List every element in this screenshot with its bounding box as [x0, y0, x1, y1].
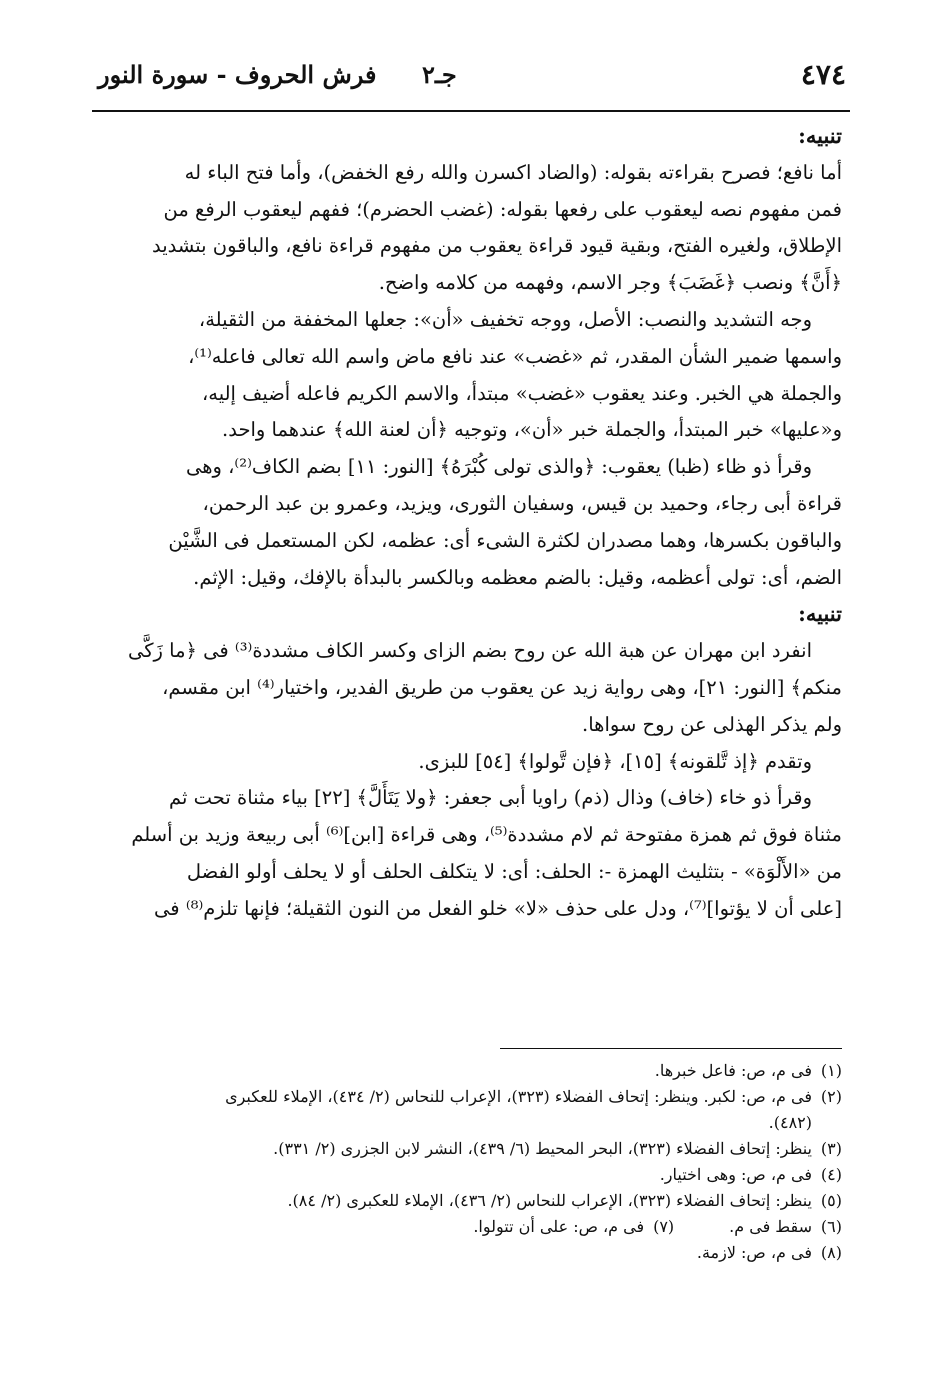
footnote: [92, 1136, 842, 1162]
footnote-number: (٦): [820, 1217, 842, 1236]
text-line: واسمها ضمير الشأن المقدر، ثم «غضب» عند نافع ماض واسم الله تعالى فاعله⁽¹⁾،: [188, 344, 842, 368]
section-heading: تنبيه:: [798, 123, 842, 148]
page-header: [92, 52, 850, 108]
text-line: والجملة هي الخبر. وعند يعقوب «غضب» مبتدأ، والاسم الكريم فاعله أضيف إليه،: [201, 381, 842, 405]
text-line: فمن مفهوم نصه ليعقوب على رفعها بقوله: (غضب الحضرم)؛ ففهم ليعقوب الرفع من: [163, 197, 842, 221]
footnote-rule: [500, 1048, 842, 1049]
footnote-text: فى م، ص: فاعل خبرها.: [654, 1061, 812, 1080]
text-line: وتقدم ﴿إذ تَّلقونه﴾ [١٥]، ﴿فإن تَّولوا﴾ [٥٤] للبزى.: [418, 749, 812, 773]
footnote-number: (٨): [820, 1243, 842, 1262]
footnote-number: (٥): [820, 1191, 842, 1210]
footnote: [92, 1084, 842, 1110]
running-title: فرش الحروف - سورة النور: [98, 60, 377, 89]
volume-label: جـ٢: [422, 60, 457, 89]
text-line: من «الأَلْوَة» - بتثليث الهمزة -: الحلف: أى: لا يتكلف الحلف أو لا يحلف أولو الفضل: [186, 859, 842, 883]
footnote-number: (٢): [820, 1087, 842, 1106]
footnote-number: (٧): [653, 1217, 675, 1236]
text-line: ولم يذكر الهذلى عن روح سواها.: [582, 712, 842, 736]
text-line: الضم، أى: تولى أعظمه، وقيل: بالضم معظمه وبالكسر بالبدأة بالإفك، وقيل: الإثم.: [193, 565, 842, 589]
footnote: [92, 1240, 842, 1266]
footnote-text: فى م، ص: لكبر. وينظر: إتحاف الفضلاء (٣٢٣)، الإعراب للنحاس (٢/ ٤٣٤)، الإملاء للعكبرى: [225, 1087, 812, 1106]
text-line: مثناة فوق ثم همزة مفتوحة ثم لام مشددة⁽⁵⁾، وهى قراءة [ابن]⁽⁶⁾ أبى ربيعة وزيد بن أسلم: [131, 823, 842, 847]
footnote: [92, 1058, 842, 1084]
footnote: [473, 1214, 674, 1240]
footnote: [729, 1214, 842, 1240]
text-line: قراءة أبى رجاء، وحميد بن قيس، وسفيان الثورى، ويزيد، وعمرو بن عبد الرحمن،: [202, 491, 842, 515]
footnote-text: ينظر: إتحاف الفضلاء (٣٢٣)، الإعراب للنحاس (٢/ ٤٣٦)، الإملاء للعكبرى (٢/ ٨٤).: [287, 1191, 812, 1210]
text-line: وقرأ ذو خاء (خاف) وذال (ذم) راويا أبى جعفر: ﴿ولا يَتَأَلَّ﴾ [٢٢] بياء مثناة تحت ثم: [169, 786, 812, 810]
footnotes: [92, 1058, 842, 1266]
footnote-text: فى م، ص: على أن تتولوا.: [473, 1217, 645, 1236]
text-line: و«عليها» خبر المبتدأ، والجملة خبر «أن»، وتوجيه ﴿أن لعنة الله﴾ عندهما واحد.: [222, 418, 842, 442]
text-line: ﴿أَنَّ﴾ ونصب ﴿غَضَبَ﴾ وجر الاسم، وفهمه من كلامه واضح.: [378, 271, 842, 295]
header-rule: [92, 110, 850, 112]
text-line: وقرأ ذو ظاء (ظبا) يعقوب: ﴿والذى تولى كُبْرَهُ﴾ [النور: ١١] بضم الكاف⁽²⁾، وهى: [185, 455, 812, 479]
text-line: منكم﴾ [النور: ٢١]، وهى رواية زيد عن يعقوب من طريق الفدير، واختيار⁽⁴⁾ ابن مقسم،: [162, 675, 842, 699]
footnote-text: فى م، ص: وهى اختيار.: [659, 1165, 812, 1184]
text-line: [على أن لا يؤتوا]⁽⁷⁾، ودل على حذف «لا» خلو الفعل من النون الثقيلة؛ فإنها تلزم⁽⁸⁾ فى: [154, 896, 842, 920]
section-heading: تنبيه:: [798, 601, 842, 627]
main-text: [92, 118, 842, 928]
text-line: أما نافع؛ فصرح بقراءته بقوله: (والضاد اكسرن والله رفع الخفض)، وأما فتح الباء له: [184, 160, 842, 184]
text-line: والباقون بكسرها، وهما مصدران لكثرة الشىء أى: عظمه، لكن المستعمل فى الشَّيْن: [168, 528, 842, 552]
footnote-row: [92, 1214, 842, 1240]
text-line: انفرد ابن مهران عن هبة الله عن روح بضم الزاى وكسر الكاف مشددة⁽³⁾ فى ﴿ما زَكَّى: [127, 639, 812, 663]
footnote-continuation: (٤٨٢).: [768, 1113, 812, 1132]
footnote-text: ينظر: إتحاف الفضلاء (٣٢٣)، البحر المحيط (٦/ ٤٣٩)، النشر لابن الجزرى (٢/ ٣٣١).: [273, 1139, 812, 1158]
footnote: [92, 1188, 842, 1214]
text-line: وجه التشديد والنصب: الأصل، ووجه تخفيف «أن»: جعلها المخففة من الثقيلة،: [198, 307, 812, 331]
footnote-number: (٣): [820, 1139, 842, 1158]
footnote-text: سقط فى م.: [729, 1217, 812, 1236]
footnote-text: فى م، ص: لازمة.: [696, 1243, 812, 1262]
footnote: [92, 1162, 842, 1188]
page-number: ٤٧٤: [800, 58, 846, 91]
text-line: الإطلاق، ولغيره الفتح، وبقية قيود قراءة يعقوب من مفهوم قراءة نافع، والباقون بتشديد: [151, 234, 842, 258]
footnote-number: (٤): [820, 1165, 842, 1184]
footnote-number: (١): [820, 1061, 842, 1080]
